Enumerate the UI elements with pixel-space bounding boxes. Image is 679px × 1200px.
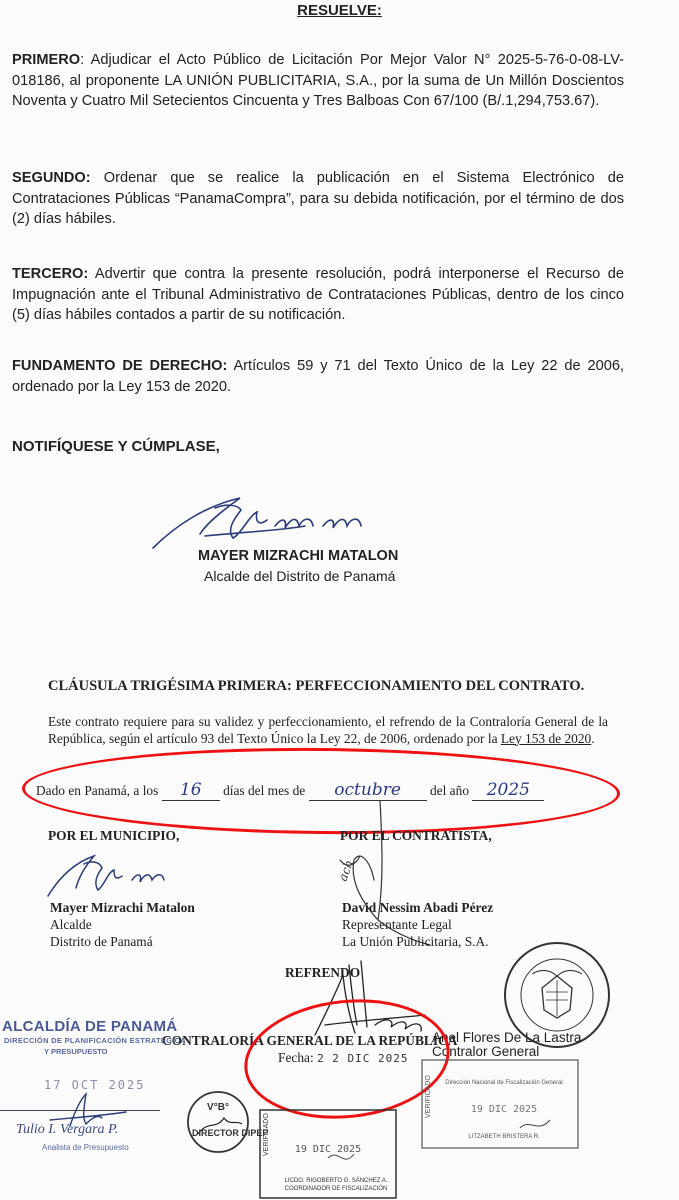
fundamento-text: Artículos 59 y 71 del Texto Único de la Ley 22 de 2006, ordenado por la Ley 153 de 2020.: [12, 358, 624, 395]
dado-prefix: Dado en Panamá, a los: [36, 783, 159, 798]
tercero-paragraph: [12, 264, 624, 326]
contraloria-seal-icon: [502, 940, 612, 1050]
clause-text-b: .: [591, 730, 595, 746]
alcaldia-stamp-date: 17 OCT 2025: [44, 1078, 146, 1092]
analyst-role: Analista de Presupuesto: [42, 1143, 129, 1152]
mayor-signature-image-small: [42, 846, 192, 906]
alcaldia-stamp-sub: Y PRESUPUESTO: [44, 1047, 108, 1056]
mayor-district: Distrito de Panamá: [50, 934, 153, 949]
segundo-label: SEGUNDO:: [12, 170, 91, 186]
segundo-paragraph: [12, 168, 624, 230]
signer-name: MAYER MIZRACHI MATALON: [198, 548, 399, 564]
tercero-label: TERCERO:: [12, 266, 89, 282]
clause-law: Ley 153 de 2020: [500, 730, 592, 746]
vobo-stamp-icon: [186, 1090, 250, 1154]
tercero-text: Advertir que contra la presente resolución, podrá interponerse el Recurso de Impugnación ante el Tribunal Administrativo de Contrataciones Públicas, dentro de los cinco (5) días hábiles contados a partir de su notificación.: [12, 266, 624, 323]
verif-signer-role: COORDINADOR DE FISCALIZACIÓN: [284, 1186, 388, 1192]
dado-mid: días del mes de: [223, 783, 306, 798]
mayor-role: Alcalde: [50, 917, 92, 932]
dado-month: octubre: [309, 780, 427, 801]
alcaldia-stamp-dept: DIRECCIÓN DE PLANIFICACIÓN ESTRATÉGICA: [4, 1036, 187, 1045]
primero-label: PRIMERO: [12, 52, 81, 68]
vobo-label: V°B°: [207, 1102, 229, 1113]
verif2-header: Dirección Nacional de Fiscalización General: [445, 1080, 563, 1086]
contractor-role: Representante Legal: [342, 917, 452, 932]
fundamento-paragraph: [12, 356, 624, 397]
segundo-text: Ordenar que se realice la publicación en el Sistema Electrónico de Contrataciones Públicas “PanamaCompra”, para su debida notificación, por el término de dos (2) días hábiles.: [12, 170, 624, 227]
contratista-label: POR EL CONTRATISTA,: [340, 828, 492, 843]
fundamento-label: FUNDAMENTO DE DERECHO:: [12, 358, 228, 374]
dipep-label: DIRECTOR DIPEP: [192, 1128, 269, 1138]
dado-day: 16: [162, 780, 220, 801]
verif-signer: LICDO. RIGOBERTO G. SÁNCHEZ A.: [284, 1178, 388, 1184]
clause-paragraph: [48, 714, 608, 747]
contralor-title: Contralor General: [432, 1044, 540, 1059]
dado-year-label: del año: [429, 783, 470, 798]
clause-heading: CLÁUSULA TRIGÉSIMA PRIMERA: PERFECCIONAMIENTO DEL CONTRATO.: [48, 678, 585, 694]
verif2-date: 19 DIC 2025: [470, 1104, 538, 1115]
verif2-signer: LITZABETH BRISTERA R.: [468, 1134, 540, 1140]
contractor-name: David Nessim Abadi Pérez: [342, 900, 494, 915]
clause-text-a: Este contrato requiere para su validez y perfeccionamiento, el refrendo de la Contraloría General de la República, según el artículo 93 del Texto Único la Ley 22, de 2006, ordenado por la: [48, 714, 608, 746]
analyst-name: Tulio I. Vergara P.: [16, 1122, 119, 1137]
closing-formula: NOTIFÍQUESE Y CÚMPLASE,: [12, 438, 220, 455]
primero-text: : Adjudicar el Acto Público de Licitación Por Mejor Valor N° 2025-5-76-0-08-LV-018186, al proponente LA UNIÓN PUBLICITARIA, S.A., por la suma de Un Millón Doscientos Noventa y Cuatro Mil Setecientos Cincuenta y Tres Balboas Con 67/100 (B/.1,294,753.67).: [12, 52, 624, 109]
verif-date: 19 DIC 2025: [294, 1144, 362, 1155]
primero-paragraph: [12, 50, 624, 112]
verification-stamp-fiscalizacion: [258, 1108, 398, 1200]
mayor-signature-image: [145, 486, 405, 556]
contralor-name: Anel Flores De La Lastra: [432, 1030, 582, 1045]
fecha-stamp: 2 2 DIC 2025: [317, 1052, 409, 1065]
mayor-name: Mayer Mizrachi Matalon: [50, 900, 195, 915]
dado-year: 2025: [472, 780, 544, 801]
svg-text:ach: ach: [335, 857, 357, 884]
verif2-side-label: VERIFICADO: [425, 1075, 432, 1118]
fecha-label: Fecha:: [278, 1050, 314, 1065]
contractor-company: La Unión Publicitaria, S.A.: [342, 934, 489, 949]
signer-title: Alcalde del Distrito de Panamá: [204, 568, 396, 584]
municipio-label: POR EL MUNICIPIO,: [48, 828, 180, 843]
alcaldia-stamp-title: ALCALDÍA DE PANAMÁ: [2, 1018, 178, 1035]
verif-side-label: VERIFICADO: [263, 1113, 270, 1156]
verification-stamp-direccion: [420, 1058, 580, 1150]
contraloria-heading: CONTRALORÍA GENERAL DE LA REPÚBLICA: [162, 1033, 458, 1048]
resuelve-heading: RESUELVE:: [297, 2, 382, 19]
refrendo-label: REFRENDO: [285, 965, 361, 980]
